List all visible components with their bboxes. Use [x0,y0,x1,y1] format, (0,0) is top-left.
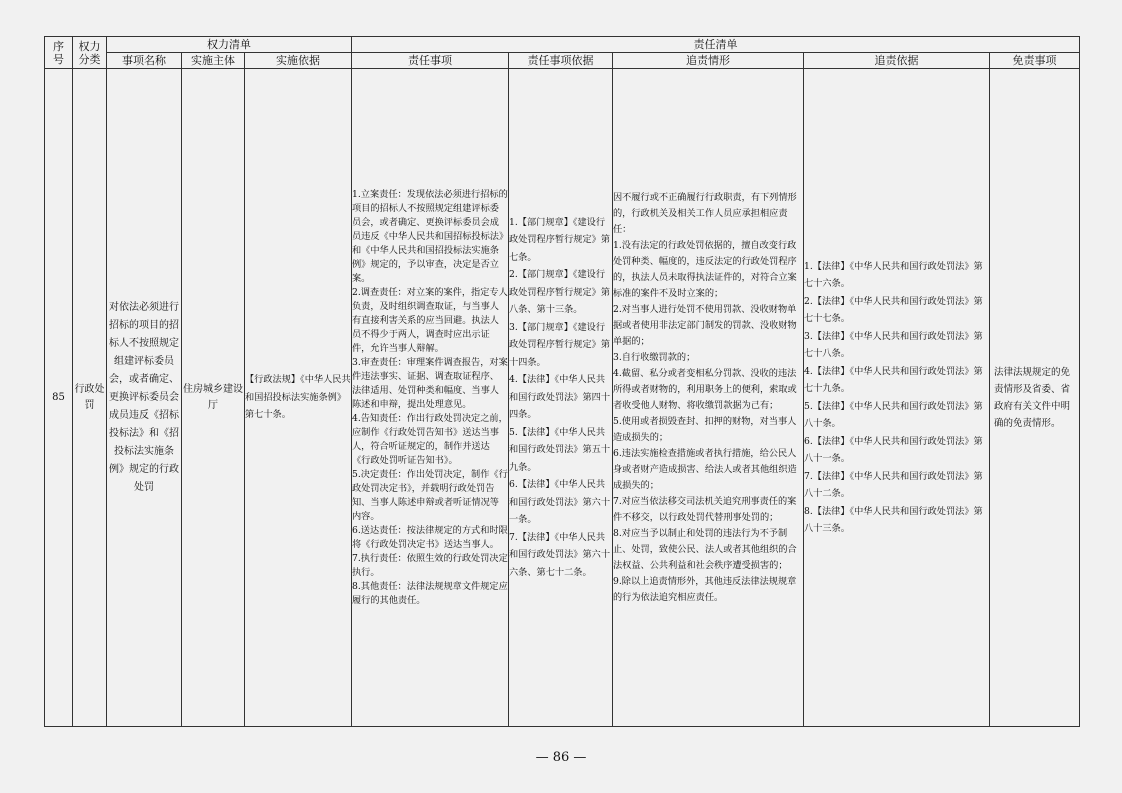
resp-item: 1.立案责任：发现依法必须进行招标的项目的招标人不按照规定组建评标委员会，或者确定、更换评标委员会成员违反《中华人民共和国招标投标法》和《中华人民共和国招投标法实施条例》规定的，予以审查，决定是否立案。 [352,188,508,284]
resp-basis-item: 4.【法律】《中华人民共和国行政处罚法》第四十四条。 [509,374,611,421]
acc-basis-item: 5.【法律】《中华人民共和国行政处罚法》第八十条。 [804,400,983,429]
category-header: 权力 分类 [73,37,107,69]
accountability-item: 8.对应当予以制止和处罚的违法行为不予制止、处罚，致使公民、法人或者其他组织的合法权益、公共利益和社会秩序遭受损害的； [613,527,797,571]
seq-cell: 85 [45,69,73,727]
acc-basis-item: 8.【法律】《中华人民共和国行政处罚法》第八十三条。 [804,505,983,534]
acc-basis-item: 1.【法律】《中华人民共和国行政处罚法》第七十六条。 [804,260,983,289]
resp-item: 5.决定责任：作出处罚决定，制作《行政处罚决定书》，并载明行政处罚告知、当事人陈述申辩或者听证情况等内容。 [352,468,508,522]
accountability-item: 5.使用或者损毁查封、扣押的财物，对当事人造成损失的； [613,415,797,443]
item-name-cell: 对依法必须进行招标的项目的招标人不按照规定组建评标委员会，或者确定、更换评标委员会成员违反《招标投标法》和《招投标法实施条例》规定的行政处罚 [107,69,182,727]
acc-basis-item: 2.【法律】《中华人民共和国行政处罚法》第七十七条。 [804,295,983,324]
acc-basis-header: 追责依据 [804,53,990,69]
table-row [45,69,1080,727]
header-row-2 [45,53,1080,69]
resp-basis-item: 7.【法律】《中华人民共和国行政处罚法》第六十六条、第七十二条。 [509,531,611,578]
resp-item: 6.送达责任：按法律规定的方式和时限将《行政处罚决定书》送达当事人。 [352,524,508,550]
subject-cell: 住房城乡建设厅 [182,69,245,727]
exemption-header: 免责事项 [990,53,1080,69]
resp-items-cell [352,69,509,727]
accountability-item: 7.对应当依法移交司法机关追究刑事责任的案件不移交，以行政处罚代替刑事处罚的； [613,495,797,523]
subject-header: 实施主体 [182,53,245,69]
category-cell: 行政处罚 [73,69,107,727]
basis-cell: 【行政法规】《中华人民共和国招投标法实施条例》第七十条。 [245,69,352,727]
seq-header: 序 号 [45,37,73,69]
responsibility-table [44,36,1080,727]
resp-items-header: 责任事项 [352,53,509,69]
resp-basis-cell [509,69,613,727]
accountability-item: 3.自行收缴罚款的； [613,351,696,363]
resp-basis-item: 5.【法律】《中华人民共和国行政处罚法》第五十九条。 [509,426,611,473]
acc-basis-item: 7.【法律】《中华人民共和国行政处罚法》第八十二条。 [804,470,983,499]
exemption-cell: 法律法规规定的免责情形及省委、省政府有关文件中明确的免责情形。 [990,69,1080,727]
resp-basis-header: 责任事项依据 [509,53,613,69]
resp-basis-item: 2.【部门规章】《建设行政处罚程序暂行规定》第八条、第十三条。 [509,269,611,316]
resp-basis-item: 3.【部门规章】《建设行政处罚程序暂行规定》第十四条。 [509,321,611,368]
acc-basis-item: 3.【法律】《中华人民共和国行政处罚法》第七十八条。 [804,330,983,359]
basis-header: 实施依据 [245,53,352,69]
header-row-1 [45,37,1080,53]
accountability-item: 9.除以上追责情形外，其他违反法律法规规章的行为依法追究相应责任。 [613,575,797,603]
accountability-item: 2.对当事人进行处罚不使用罚款、没收财物单据或者使用非法定部门制发的罚款、没收财物单据的； [613,303,797,347]
accountability-item: 因不履行或不正确履行行政职责，有下列情形的，行政机关及相关工作人员应承担相应责任： [613,191,797,235]
resp-item: 2.调查责任：对立案的案件，指定专人负责，及时组织调查取证，与当事人有直接利害关系的应当回避。执法人员不得少于两人，调查时应出示证件，允许当事人辩解。 [352,286,508,354]
item-name-header: 事项名称 [107,53,182,69]
accountability-item: 4.截留、私分或者变相私分罚款、没收的违法所得或者财物的，利用职务上的便利，索取或者收受他人财物、将收缴罚款据为己有； [613,367,797,411]
acc-basis-cell [804,69,990,727]
resp-basis-item: 1.【部门规章】《建设行政处罚程序暂行规定》第七条。 [509,216,611,263]
power-list-header: 权力清单 [107,37,352,53]
accountability-cell [613,69,804,727]
accountability-header: 追责情形 [613,53,804,69]
resp-item: 4.告知责任：作出行政处罚决定之前，应制作《行政处罚告知书》送达当事人，符合听证规定的，制作并送达《行政处罚听证告知书》。 [352,412,508,466]
accountability-item: 1.没有法定的行政处罚依据的，擅自改变行政处罚种类、幅度的，违反法定的行政处罚程序的，执法人员未取得执法证件的，对符合立案标准的案件不及时立案的； [613,239,797,299]
acc-basis-item: 6.【法律】《中华人民共和国行政处罚法》第八十一条。 [804,435,983,464]
resp-item: 3.审查责任：审理案件调查报告，对案件违法事实、证据、调查取证程序、法律适用、处罚种类和幅度、当事人陈述和申辩，提出处理意见。 [352,356,508,410]
acc-basis-item: 4.【法律】《中华人民共和国行政处罚法》第七十九条。 [804,365,983,394]
page-number: — 86 — [535,750,587,765]
accountability-item: 6.违法实施检查措施或者执行措施，给公民人身或者财产造成损害、给法人或者其他组织造成损失的； [613,447,797,491]
resp-item: 7.执行责任：依照生效的行政处罚决定执行。 [352,552,508,578]
resp-item: 8.其他责任：法律法规规章文件规定应履行的其他责任。 [352,580,508,606]
responsibility-list-header: 责任清单 [352,37,1080,53]
resp-basis-item: 6.【法律】《中华人民共和国行政处罚法》第六十一条。 [509,479,611,526]
